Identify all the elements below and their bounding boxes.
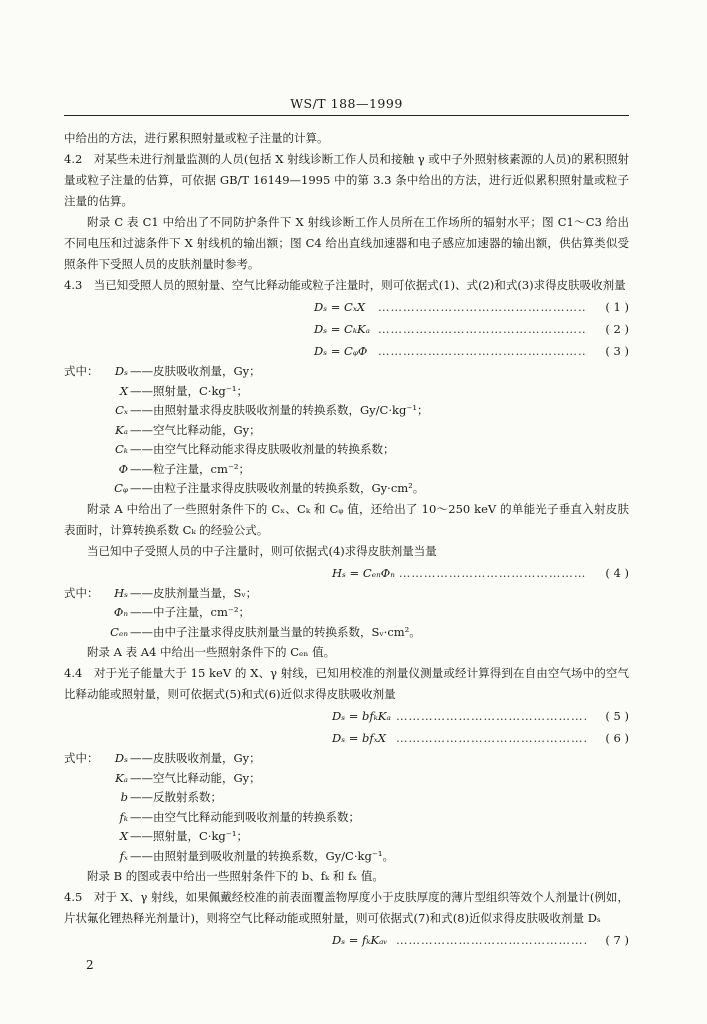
- leader-dots: [396, 929, 587, 951]
- equation-expression: Dₛ = bfₓX: [332, 731, 386, 745]
- leader-dots: [399, 562, 587, 584]
- leader-dots: [378, 296, 587, 318]
- section-4-2: 4.2 对某些未进行剂量监测的人员(包括 X 射线诊断工作人员和接触 γ 或中子外照射核素源的人员)的累积照射量或粒子注量的估算，可依据 GB/T 16149—1995 中的第 3.3 条中给出的方法，进行近似累积照射量或粒子注量的估算。: [64, 152, 629, 208]
- definition-item: Φₙ ——中子注量，cm⁻²；: [113, 605, 251, 619]
- leader-dots: [396, 705, 587, 727]
- definition-item: X ——照射量，C·kg⁻¹；: [119, 829, 248, 843]
- equation-number: ( 3 ): [605, 344, 629, 358]
- page-header: [64, 96, 629, 116]
- definition-item: Φ ——粒子注量，cm⁻²；: [118, 461, 251, 476]
- definition-item: Kₐ ——空气比释动能，Gy；: [115, 422, 261, 437]
- equation-1: [64, 296, 629, 318]
- definition-item: 式中： Dₛ ——皮肤吸收剂量，Gy；: [64, 364, 261, 378]
- equation-expression: Hₛ = CₑₙΦₙ: [332, 565, 395, 580]
- paragraph-continuation: 中给出的方法，进行累积照射量或粒子注量的计算。: [64, 131, 329, 145]
- equation-number: ( 5 ): [605, 709, 629, 723]
- section-4-3: 4.3 当已知受照人员的照射量、空气比释动能或粒子注量时，则可依据式(1)、式(2)和式(3)求得皮肤吸收剂量: [64, 278, 626, 292]
- equation-5: [64, 705, 629, 727]
- definition-item: Cₑₙ ——由中子注量求得皮肤剂量当量的转换系数，Sᵥ·cm²。: [110, 624, 421, 639]
- document-body: [64, 128, 629, 951]
- definition-item: Cₓ ——由照射量求得皮肤吸收剂量的转换系数，Gy/C·kg⁻¹；: [115, 403, 429, 417]
- equation-expression: Dₛ = CₓX: [314, 300, 366, 314]
- equation-expression: Dₛ = CₖKₐ: [314, 322, 370, 336]
- equation-number: ( 2 ): [605, 322, 629, 336]
- equation-6: [64, 727, 629, 749]
- section-4-4: 4.4 对于光子能量大于 15 keV 的 X、γ 射线，已知用校准的剂量仪测量或经计算得到在自由空气场中的空气比释动能或照射量，则可依据式(5)和式(6)近似求得皮肤吸收剂量: [64, 666, 629, 701]
- leader-dots: [396, 727, 587, 749]
- definition-item: fₓ ——由照射量到吸收剂量的转换系数，Gy/C·kg⁻¹。: [119, 848, 395, 863]
- definition-item: b ——反散射系数；: [120, 790, 222, 804]
- definition-item: Cᵩ ——由粒子注量求得皮肤吸收剂量的转换系数，Gy·cm²。: [114, 481, 425, 495]
- definitions-list-3: [64, 749, 629, 866]
- equation-expression: Dₛ = CᵩΦ: [314, 344, 368, 358]
- equation-4: [64, 562, 629, 584]
- leader-dots: [378, 340, 587, 362]
- equation-number: ( 6 ): [605, 731, 629, 745]
- equation-3: [64, 340, 629, 362]
- definition-item: 式中： Hₛ ——皮肤剂量当量，Sᵥ；: [64, 585, 258, 600]
- definition-item: Kₐ ——空气比释动能，Gy；: [115, 770, 261, 785]
- definition-item: X ——照射量，C·kg⁻¹；: [119, 383, 248, 398]
- paragraph-appendix-a: 附录 A 中给出了一些照射条件下的 Cₓ、Cₖ 和 Cᵩ 值，还给出了 10～250 keV 的单能光子垂直入射皮肤表面时，计算转换系数 Cₖ 的经验公式。: [64, 501, 629, 537]
- page-number: 2: [86, 958, 94, 972]
- standard-code: WS/T 188—1999: [290, 96, 403, 111]
- section-4-5: 4.5 对于 X、γ 射线，如果佩戴经校准的前表面覆盖物厚度小于皮肤厚度的薄片型组织等效个人剂量计(例如，片状氟化锂热释光剂量计)，则将空气比释动能或照射量，则可依据式(7)和式(8)近似求得皮肤吸收剂量 Dₛ: [64, 890, 629, 925]
- equation-7: [64, 929, 629, 951]
- paragraph-table-a4: 附录 A 表 A4 中给出一些照射条件下的 Cₑₙ 值。: [87, 645, 336, 659]
- definition-item: Cₖ ——由空气比释动能求得皮肤吸收剂量的转换系数；: [115, 442, 395, 456]
- definition-item: fₖ ——由空气比释动能到吸收剂量的转换系数；: [119, 809, 360, 824]
- equation-number: ( 7 ): [605, 933, 629, 947]
- equation-number: ( 1 ): [605, 300, 629, 314]
- equation-number: ( 4 ): [605, 565, 629, 580]
- equation-expression: Dₛ = bfₖKₐ: [332, 709, 391, 723]
- paragraph-appendix-b: 附录 B 的图或表中给出一些照射条件下的 b、fₖ 和 fₓ 值。: [87, 869, 384, 883]
- paragraph-neutron: 当已知中子受照人员的中子注量时，则可依据式(4)求得皮肤剂量当量: [87, 543, 437, 558]
- leader-dots: [378, 318, 587, 340]
- paragraph-appendix-c: 附录 C 表 C1 中给出了不同防护条件下 X 射线诊断工作人员所在工作场所的辐射水平；图 C1～C3 给出不同电压和过滤条件下 X 射线机的输出额；图 C4 给出直线加速器和电子感应加速器的输出额，供估算类似受照条件下受照人员的皮肤剂量时参考。: [64, 215, 629, 271]
- equation-expression: Dₛ = fₖKₐᵥ: [332, 933, 388, 947]
- equation-2: [64, 318, 629, 340]
- definitions-list-1: [64, 362, 629, 499]
- definition-item: 式中： Dₛ ——皮肤吸收剂量，Gy；: [64, 751, 261, 765]
- definitions-list-2: [64, 584, 629, 643]
